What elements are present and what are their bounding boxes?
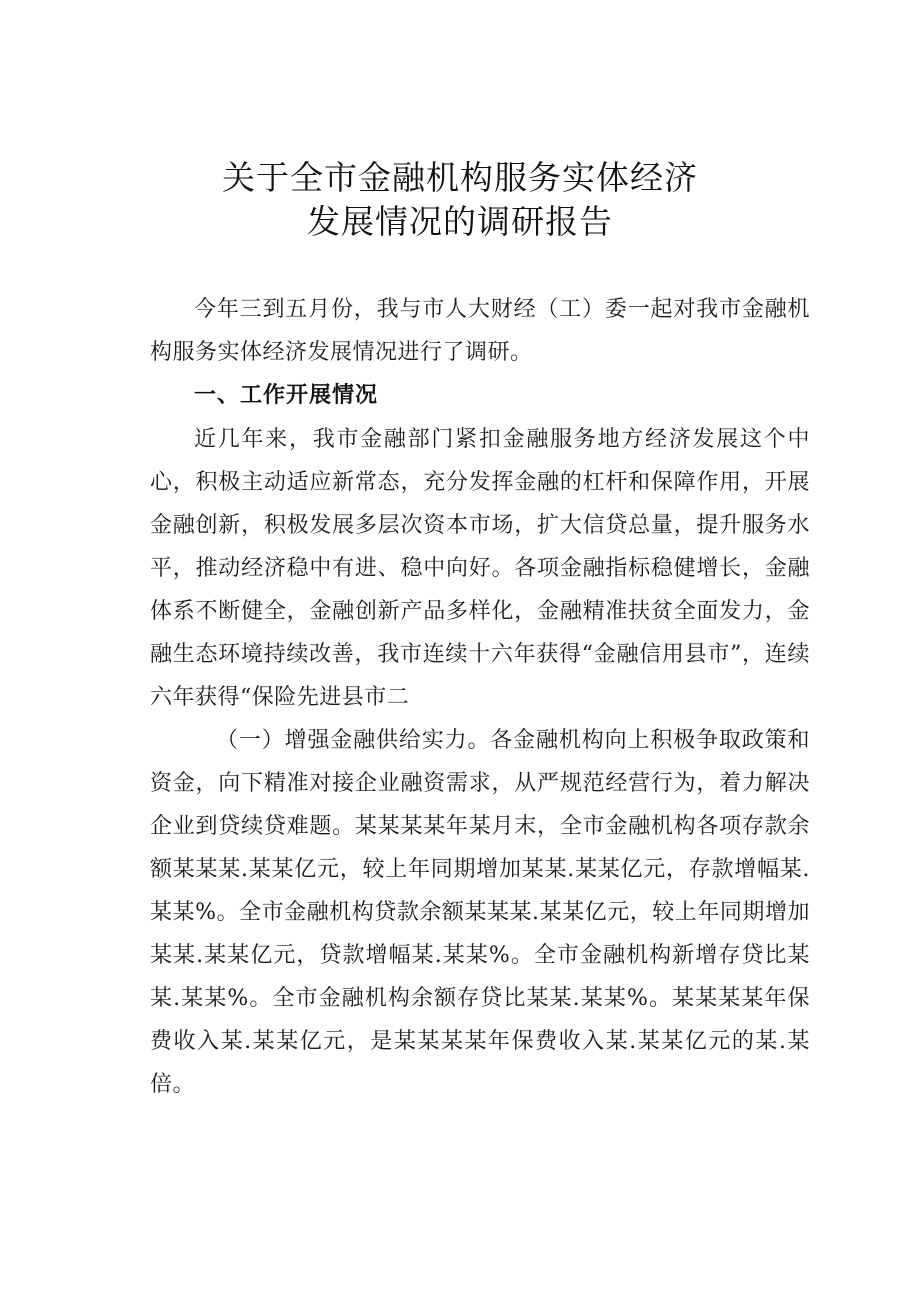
- intro-paragraph: 今年三到五月份，我与市人大财经（工）委一起对我市金融机构服务实体经济发展情况进行了调研。: [150, 297, 810, 365]
- intro-block: [150, 288, 810, 374]
- document-title-line-2: 发展情况的调研报告: [307, 202, 613, 241]
- section-paragraph: 近几年来，我市金融部门紧扣金融服务地方经济发展这个中心，积极主动适应新常态，充分发挥金融的杠杆和保障作用，开展金融创新，积极发展多层次资本市场，扩大信贷总量，提升服务水平，推动经济稳中有进、稳中向好。各项金融指标稳健增长，金融体系不断健全，金融创新产品多样化，金融精准扶贫全面发力，金融生态环境持续改善，我市连续十六年获得“金融信用县市”，连续六年获得“保险先进县市二: [150, 427, 810, 710]
- section-body-block: [150, 418, 810, 719]
- subsection-body-block: [150, 719, 810, 1106]
- section-heading: 一、工作开展情况: [194, 383, 379, 408]
- subsection-paragraph: （一）增强金融供给实力。各金融机构向上积极争取政策和资金，向下精准对接企业融资需求，从严规范经营行为，着力解决企业到贷续贷难题。某某某某年某月末，全市金融机构各项存款余额某某某.某某亿元，较上年同期增加某某.某某亿元，存款增幅某.某某%。全市金融机构贷款余额某某某.某某亿元，较上年同期增加某某.某某亿元，贷款增幅某.某某%。全市金融机构新增存贷比某某.某某%。全市金融机构余额存贷比某某.某某%。某某某某年保费收入某.某某亿元，是某某某某年保费收入某.某某亿元的某.某倍。: [150, 728, 810, 1097]
- document-title-line-1: 关于全市金融机构服务实体经济: [222, 158, 698, 197]
